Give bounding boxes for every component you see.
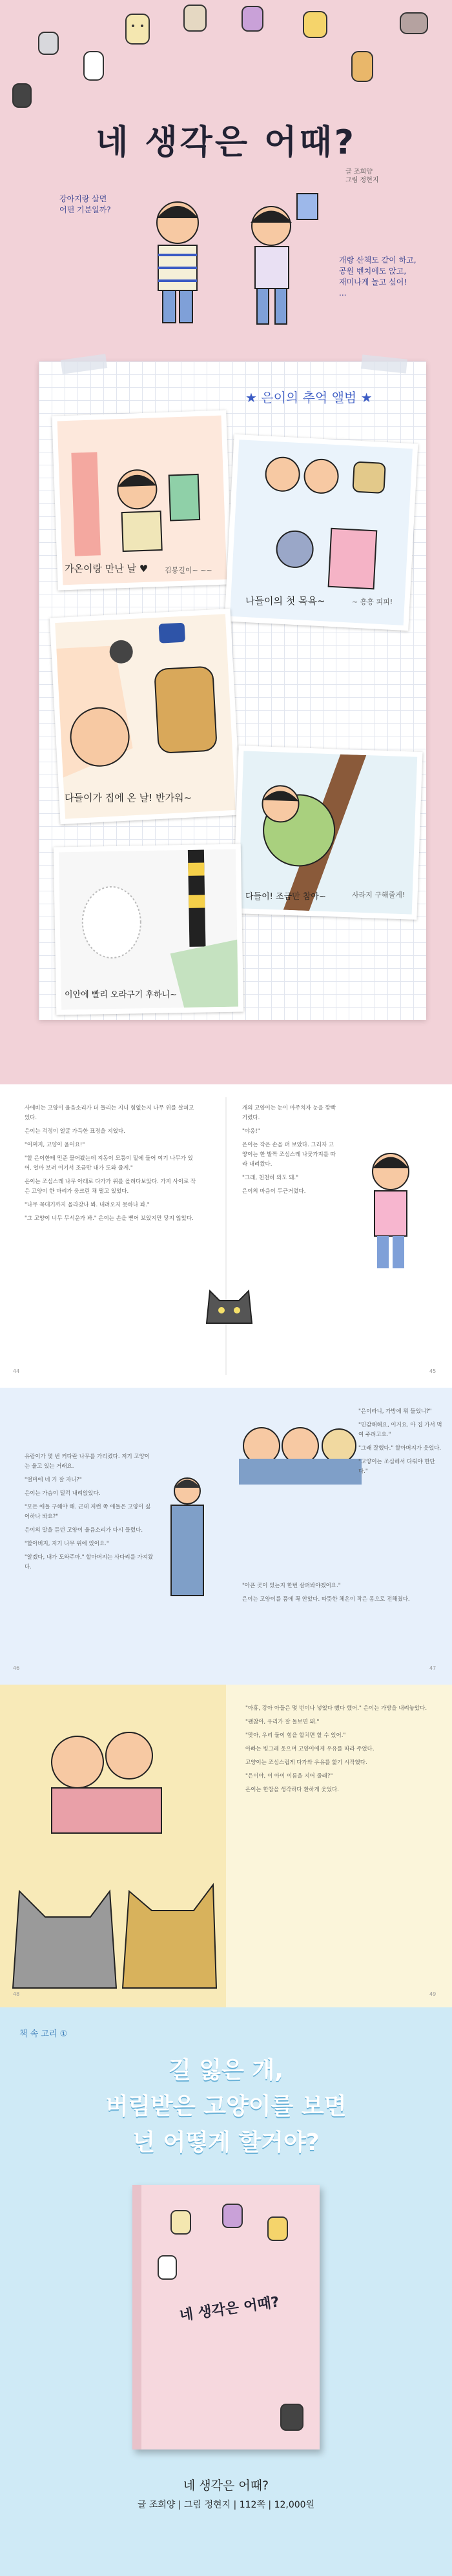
boy-figure-icon (157, 202, 198, 323)
woman-figure-illustration (158, 1472, 216, 1620)
promo-eyebrow: 책 속 고리 ① (19, 2029, 68, 2039)
speech-bubble-left: 강아지랑 살면 어떤 기분일까? (59, 194, 111, 214)
page-number: 48 (13, 1991, 20, 1997)
page-gutter (225, 1097, 227, 1375)
cat-icon (200, 1278, 258, 1330)
arrival-illustration (55, 614, 236, 818)
spread2-right-text: "은이라니, 가방에 뭐 들었니?" "민감해해요, 이거요. 아 집 가서 먹여 주려고요." "그래 잘했다." 할아버지가 웃었다. "고양이는 조심해서 다뤄야 한단다." (358, 1408, 442, 1475)
spread2-right-text-lower: "아픈 곳이 있는지 한번 살펴봐야겠어요." 은이는 고양이를 품에 꼭 안았다. 따뜻한 체온이 작은 몸으로 전해졌다. (242, 1583, 410, 1603)
book-spread-1 (0, 1084, 452, 1388)
credits (345, 168, 378, 185)
spread2-left-text: 유람이가 몇 번 커다란 나무를 가리켰다. 저기 고양이는 울고 있는 거래요. "얼마에 네 거 잘 자니?" 은이는 가슴이 덜컥 내려앉았다. "모든 애들 구해야 해. 근데 저런 쪽 애들은 고양이 싫어하나 봐요?" 은이의 말을 듣던 고양이 울음소리가 다시 들렸다. "할아버지, 저기 나무 위에 있어요." "알겠다, 내가 도와주마." 할아버지는 사다리를 가져왔다. (25, 1454, 154, 1570)
sticker-decorations (0, 0, 452, 110)
caption-first: 가온이랑 만난 날 ♥ (65, 563, 149, 574)
cat-sticker-icon (126, 14, 149, 44)
girl-figure-icon (251, 194, 318, 324)
caption-fourth-sub: 사라지 구해줄게! (352, 891, 406, 899)
book-cover (132, 2185, 320, 2449)
book-info: 글 조희양 | 그림 정현지 | 112쪽 | 12,000원 (137, 2500, 315, 2510)
caption-first-sub: 김봉길이~ ~~ (165, 566, 212, 574)
caption-second-sub: ~ 흥흥 피피! (352, 598, 393, 606)
girl-illustration (349, 1142, 433, 1278)
cat-sticker-icon (400, 13, 427, 34)
album-title: ★ 은이의 추억 앨범 ★ (245, 390, 373, 405)
page-number: 46 (13, 1665, 20, 1671)
page-title: 네 생각은 어때? (96, 123, 356, 162)
spread1-left-text: 사에비는 고양이 울음소리가 더 들리는 지니 힘없는지 나무 위를 살피고 있다. 은이는 걱정이 얼굴 가득한 표정을 지었다. "어쩌지, 고양이 울어요!" "할 은이한테 민준 물어봤는데 지동이 모퉁이 밑에 들어 여기 나무가 있어. 얼마 보려 여기서 조금만 내가 도와 줄게." 은이는 조심스레 나무 아래로 다가가 위를 올려다보았다. 가지 사이로 작은 고양이 한 마리가 웅크린 채 떨고 있었다. "나무 꼭대기까지 올라갔나 봐. 내려오지 못하나 봐." "그 고양이 너무 무서운가 봐." 은이는 손을 뻗어 보았지만 닿지 않았다. (25, 1105, 196, 1222)
page-number: 45 (429, 1368, 437, 1374)
dog-sticker-icon (303, 12, 327, 37)
children-illustration (123, 187, 336, 342)
children-peeking-illustration (232, 1407, 362, 1485)
hero-section (0, 0, 452, 1084)
caption-fifth: 이안에 빨리 오라구기 후하니~ (65, 990, 177, 1000)
book-spread-3 (0, 1685, 452, 2007)
dog-sticker-icon (352, 52, 373, 81)
cat-sticker-icon (84, 52, 103, 80)
book-spread-2 (0, 1388, 452, 1685)
speech-bubble-right: 개랑 산책도 같이 하고, 공원 벤치에도 앉고, 재미나게 놀고 싶어! ... (339, 256, 416, 298)
book-name: 네 생각은 어때? (183, 2479, 269, 2493)
author-credit: 글 조희양 (345, 168, 373, 176)
book-promo-section (0, 2007, 452, 2576)
photo-image (57, 416, 227, 585)
snow-dog-illustration (59, 849, 238, 1010)
page-number: 49 (429, 1991, 437, 1997)
caption-third: 다들이가 집에 온 날! 반가워~ (65, 792, 192, 804)
cat-sticker-icon (39, 32, 58, 54)
page-number: 44 (13, 1368, 20, 1374)
boy-with-puppy-illustration (57, 416, 227, 585)
page-number: 47 (429, 1665, 437, 1671)
book-cover-title: 네 생각은 어때? (178, 2294, 281, 2324)
cat-sticker-icon (13, 84, 31, 107)
cat-sticker-icon (184, 5, 206, 31)
caption-fourth: 다들이! 조금만 참아~ (245, 892, 326, 902)
spread3-right-text: "아휴, 강아 아들은 몇 번이나 넣었다 뺐다 했어." 은이는 가방을 내려놓았다. "괜찮아, 우리가 잘 돌보면 돼." "맞아, 우리 둘이 힘을 합치면 할 수 있어." 아빠는 빙그레 웃으며 고양이에게 우유를 따라 주었다. 고양이는 조심스럽게 다가와 우유를 핥기 시작했다. "은이야, 이 아이 이름을 지어 줄래?" 은이는 한참을 생각하다 환하게 웃었다. (245, 1705, 427, 1793)
promo-headline: 길 잃은 개, 버림받은 고양이를 보면 넌 어떻게 할거야? (105, 2057, 347, 2156)
spread1-right-text: 개의 고양이는 눈이 마주치자 눈을 깜빡거렸다. "야옹!" 은이는 작은 손을 펴 보았다. 그러자 고양이는 한 발짝 조심스레 나뭇가지를 따라 내려왔다. "그래, 천천히 와도 돼." 은이의 마음이 두근거렸다. (242, 1105, 336, 1195)
caption-second: 나들이의 첫 목욕~ (245, 595, 325, 607)
family-with-cats-illustration (0, 1685, 226, 2007)
illustrator-credit: 그림 정현지 (345, 177, 379, 184)
photo-image (59, 849, 238, 1010)
photo-image (55, 614, 236, 818)
cat-sticker-icon (242, 6, 263, 31)
